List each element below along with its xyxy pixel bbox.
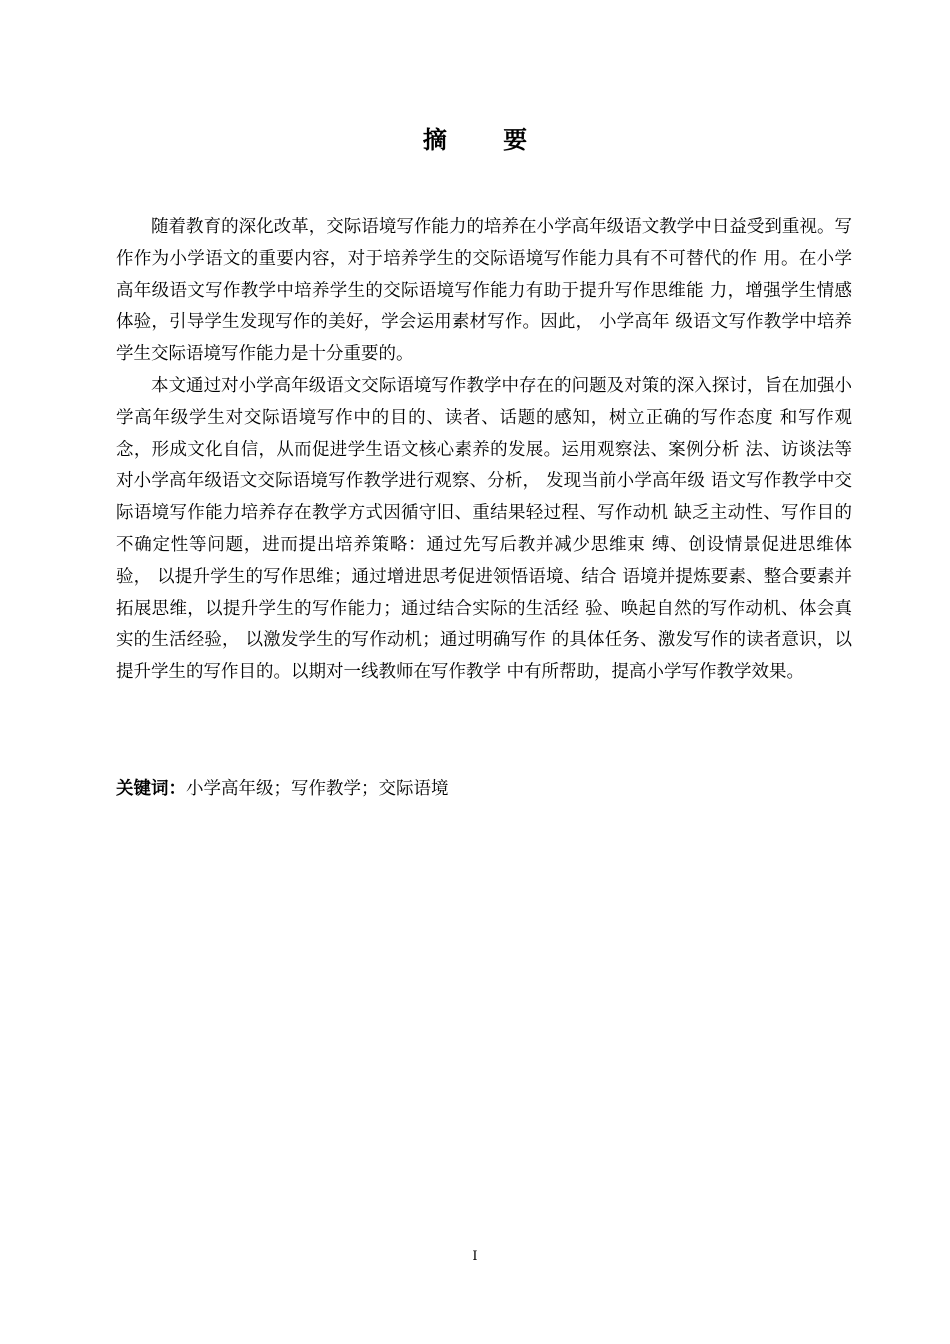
page-number: I xyxy=(472,1249,478,1264)
abstract-paragraph-1: 随着教育的深化改革，交际语境写作能力的培养在小学高年级语文教学中日益受到重视。写作作为小学语文的重要内容，对于培养学生的交际语境写作能力具有不可替代的作 用。在小学高年级语文写作教学中培养学生的交际语境写作能力有助于提升写作思维能 力，增强学生情感体验，引导学生发现写作的美好，学会运用素材写作。因此， 小学高年 级语文写作教学中培养学生交际语境写作能力是十分重要的。 xyxy=(116,217,852,365)
keywords-line xyxy=(116,774,852,805)
abstract-body xyxy=(116,212,852,689)
keywords-value: 小学高年级；写作教学；交际语境 xyxy=(186,779,449,799)
abstract-title: 摘 要 xyxy=(422,126,552,154)
keywords-label: 关键词： xyxy=(116,779,186,799)
abstract-paragraph-2: 本文通过对小学高年级语文交际语境写作教学中存在的问题及对策的深入探讨，旨在加强小学高年级学生对交际语境写作中的目的、读者、话题的感知，树立正确的写作态度 和写作观念，形成文化自信，从而促进学生语文核心素养的发展。运用观察法、案例分析 法、访谈法等对小学高年级语文交际语境写作教学进行观察、分析， 发现当前小学高年级 语文写作教学中交际语境写作能力培养存在教学方式因循守旧、重结果轻过程、写作动机 缺乏主动性、写作目的不确定性等问题，进而提出培养策略：通过先写后教并减少思维束 缚、创设情景促进思维体验， 以提升学生的写作思维；通过增进思考促进领悟语境、结合 语境并提炼要素、整合要素并拓展思维，以提升学生的写作能力；通过结合实际的生活经 验、唤起自然的写作动机、体会真实的生活经验， 以激发学生的写作动机；通过明确写作 的具体任务、激发写作的读者意识，以提升学生的写作目的。以期对一线教师在写作教学 中有所帮助，提高小学写作教学效果。 xyxy=(116,375,852,683)
